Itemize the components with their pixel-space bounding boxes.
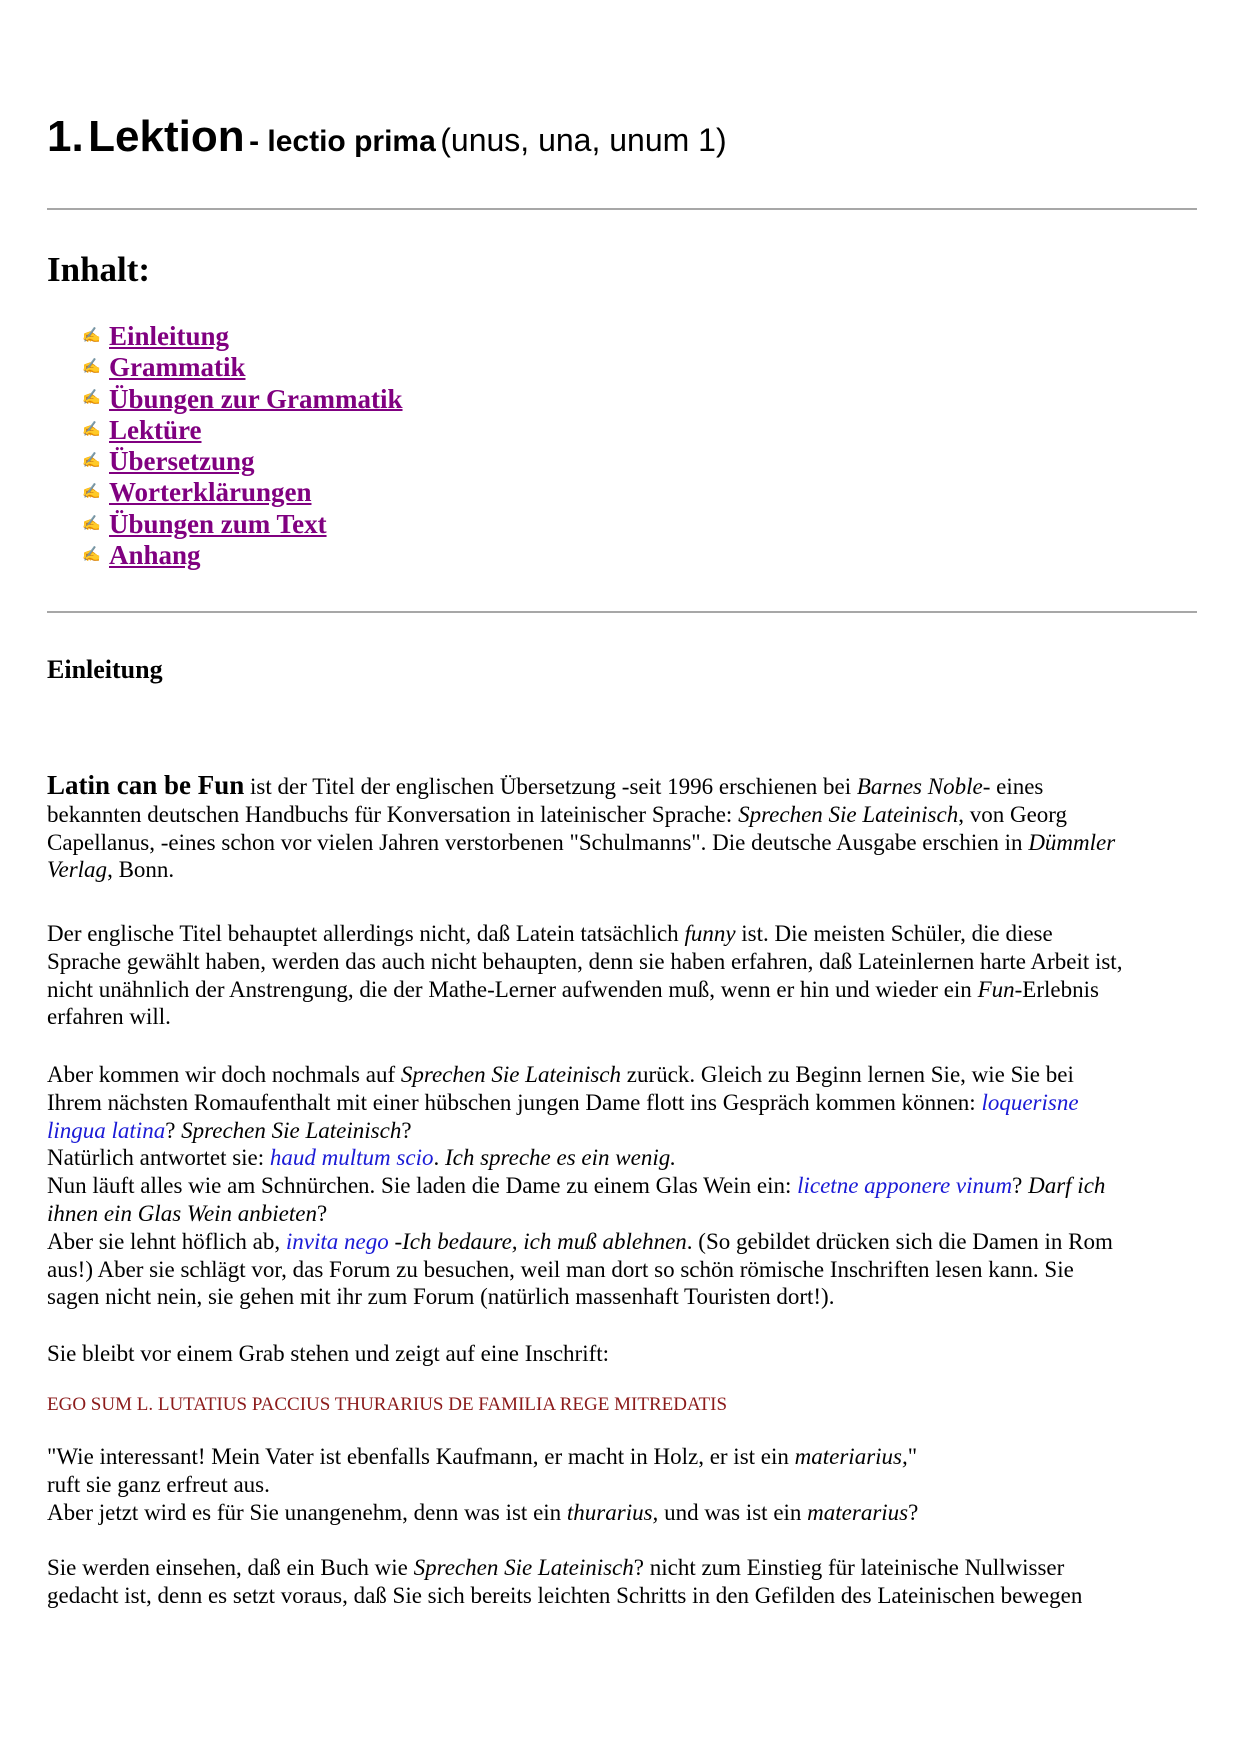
text: ? — [401, 1117, 412, 1143]
text: materiarius, — [794, 1444, 908, 1469]
writing-hand-icon: ✍ — [82, 453, 101, 470]
toc-link-uebungen-grammatik[interactable]: Übungen zur Grammatik — [109, 383, 403, 414]
text: Nun läuft alles wie am Schnürchen. Sie laden die Dame zu einem Glas Wein ein: — [47, 1173, 798, 1199]
text: Aber kommen wir doch nochmals auf — [47, 1062, 401, 1087]
text: thurarius, — [566, 1499, 659, 1525]
text: ist. Die meisten Schüler, die diese — [735, 921, 1053, 946]
text: erfahren will. — [47, 1004, 171, 1030]
text: Sprechen Sie Lateinisch — [400, 1062, 622, 1087]
text: Sprache gewählt haben, werden das auch nicht behaupten, denn sie haben erfahren, daß Lateinlernen harte Arbeit ist, — [47, 948, 1123, 974]
text: ? — [1012, 1173, 1029, 1199]
text: Barnes Noble- — [856, 774, 991, 799]
inscription — [47, 1392, 1197, 1418]
text: " — [907, 1444, 918, 1469]
text: sagen nicht nein, sie gehen mit ihr zum Forum (natürlich massenhaft Touristen dort!). — [47, 1284, 835, 1310]
latin-phrase: lingua latina — [47, 1117, 166, 1143]
paragraph-intro — [47, 772, 1197, 884]
text: , Bonn. — [107, 857, 175, 883]
paragraph-dialogue — [47, 1061, 1197, 1311]
paragraph-reaction — [47, 1443, 1197, 1526]
toc-item — [82, 414, 403, 445]
text: . (So gebildet drücken sich die Damen in Rom — [686, 1228, 1113, 1254]
text: "Wie interessant! Mein Vater ist ebenfalls Kaufmann, er macht in Holz, er ist ein — [47, 1444, 795, 1469]
text: ist der Titel der englischen Übersetzung -seit 1996 erschienen bei — [244, 774, 857, 799]
divider — [47, 208, 1197, 210]
text: - — [388, 1228, 403, 1254]
toc-link-worterklaerungen[interactable]: Worterklärungen — [109, 477, 312, 508]
page-title — [47, 112, 727, 162]
paragraph-title-claim — [47, 920, 1197, 1031]
writing-hand-icon: ✍ — [82, 484, 101, 501]
text: zurück. Gleich zu Beginn lernen Sie, wie Sie bei — [621, 1062, 1074, 1087]
text: gedacht ist, denn es setzt voraus, daß Sie sich bereits leichten Schritts in den Gefilden des Lateinischen bewegen — [47, 1582, 1083, 1608]
text: Natürlich antwortet sie: — [47, 1145, 270, 1171]
writing-hand-icon: ✍ — [82, 515, 101, 532]
text: Capellanus, -eines schon vor vielen Jahren verstorbenen "Schulmanns". Die deutsche Ausgabe erschien in — [47, 829, 1029, 855]
text: nicht unähnlich der Anstrengung, die der Mathe-Lerner aufwenden muß, wenn er hin und wieder ein — [47, 976, 978, 1002]
writing-hand-icon: ✍ — [82, 327, 101, 344]
text: funny — [684, 921, 736, 946]
inscription-text: EGO SUM L. LUTATIUS PACCIUS THURARIUS DE FAMILIA REGE MITREDATIS — [47, 1394, 728, 1415]
text: Sprechen Sie Lateinisch — [413, 1555, 634, 1580]
text: Fun — [977, 976, 1015, 1002]
toc-link-einleitung[interactable]: Einleitung — [109, 320, 230, 351]
toc-link-uebungen-text[interactable]: Übungen zum Text — [109, 508, 327, 539]
text: Sie werden einsehen, daß ein Buch wie — [47, 1555, 414, 1580]
toc-item — [82, 508, 403, 539]
writing-hand-icon: ✍ — [82, 421, 101, 438]
lesson-subtitle: - lectio prima — [249, 125, 436, 158]
text: -Erlebnis — [1014, 976, 1099, 1002]
text: Aber jetzt wird es für Sie unangenehm, denn was ist ein — [47, 1499, 567, 1525]
text: und was ist ein — [658, 1499, 808, 1525]
paragraph-grave: Sie bleibt vor einem Grab stehen und zeigt auf eine Inschrift: — [47, 1341, 610, 1366]
text: Ihrem nächsten Romaufenthalt mit einer hübschen jungen Dame flott ins Gespräch kommen können: — [47, 1089, 982, 1115]
toc-link-uebersetzung[interactable]: Übersetzung — [109, 446, 255, 477]
text: Verlag — [47, 857, 108, 883]
text: aus!) Aber sie schlägt vor, das Forum zu besuchen, weil man dort so schön römische Inschriften lesen kann. Sie — [47, 1256, 1074, 1282]
book-title-lead: Latin can be Fun — [47, 772, 245, 800]
toc-heading: Inhalt: — [47, 250, 151, 289]
text: eines — [990, 774, 1044, 799]
text: . — [433, 1145, 445, 1171]
toc-item — [82, 320, 403, 351]
writing-hand-icon: ✍ — [82, 546, 101, 563]
toc-item — [82, 383, 403, 414]
toc-link-anhang[interactable]: Anhang — [109, 539, 201, 570]
toc-link-lektuere[interactable]: Lektüre — [109, 414, 202, 445]
toc-list — [82, 320, 403, 570]
text: ? nicht zum Einstieg für lateinische Nullwisser — [633, 1555, 1065, 1580]
lesson-number: 1. — [47, 112, 84, 161]
text: bekannten deutschen Handbuchs für Konversation in lateinischer Sprache: — [47, 801, 739, 827]
lesson-word: Lektion — [88, 112, 245, 161]
text: materarius — [807, 1499, 909, 1525]
text: Darf ich — [1028, 1173, 1106, 1199]
text: ? — [165, 1117, 182, 1143]
text: Dümmler — [1028, 829, 1116, 855]
divider — [47, 611, 1197, 613]
text: Ich bedaure, ich muß ablehnen — [402, 1228, 687, 1254]
latin-phrase: invita nego — [285, 1228, 389, 1254]
toc-item — [82, 476, 403, 507]
latin-phrase: licetne apponere vinum — [797, 1173, 1013, 1199]
latin-phrase: haud multum scio — [269, 1145, 434, 1171]
text: ? — [317, 1200, 328, 1226]
paragraph-conclusion — [47, 1554, 1197, 1610]
text: Ich spreche es ein wenig. — [444, 1145, 676, 1171]
toc-item — [82, 351, 403, 382]
text: Aber sie lehnt höflich ab, — [47, 1228, 286, 1254]
section-heading-einleitung: Einleitung — [47, 655, 163, 684]
text: Der englische Titel behauptet allerdings nicht, daß Latein tatsächlich — [47, 921, 685, 946]
text: ? — [908, 1499, 919, 1525]
toc-item — [82, 445, 403, 476]
writing-hand-icon: ✍ — [82, 390, 101, 407]
text: , von Georg — [958, 801, 1068, 827]
text: ruft sie ganz erfreut aus. — [47, 1471, 270, 1497]
text: Sprechen Sie Lateinisch — [738, 801, 959, 827]
latin-phrase: loquerisne — [981, 1089, 1079, 1115]
toc-item — [82, 539, 403, 570]
text: ihnen ein Glas Wein anbieten — [47, 1200, 317, 1226]
writing-hand-icon: ✍ — [82, 359, 101, 376]
toc-link-grammatik[interactable]: Grammatik — [109, 352, 246, 383]
lesson-parenthetical: (unus, una, unum 1) — [440, 122, 727, 158]
text: Sprechen Sie Lateinisch — [181, 1117, 402, 1143]
